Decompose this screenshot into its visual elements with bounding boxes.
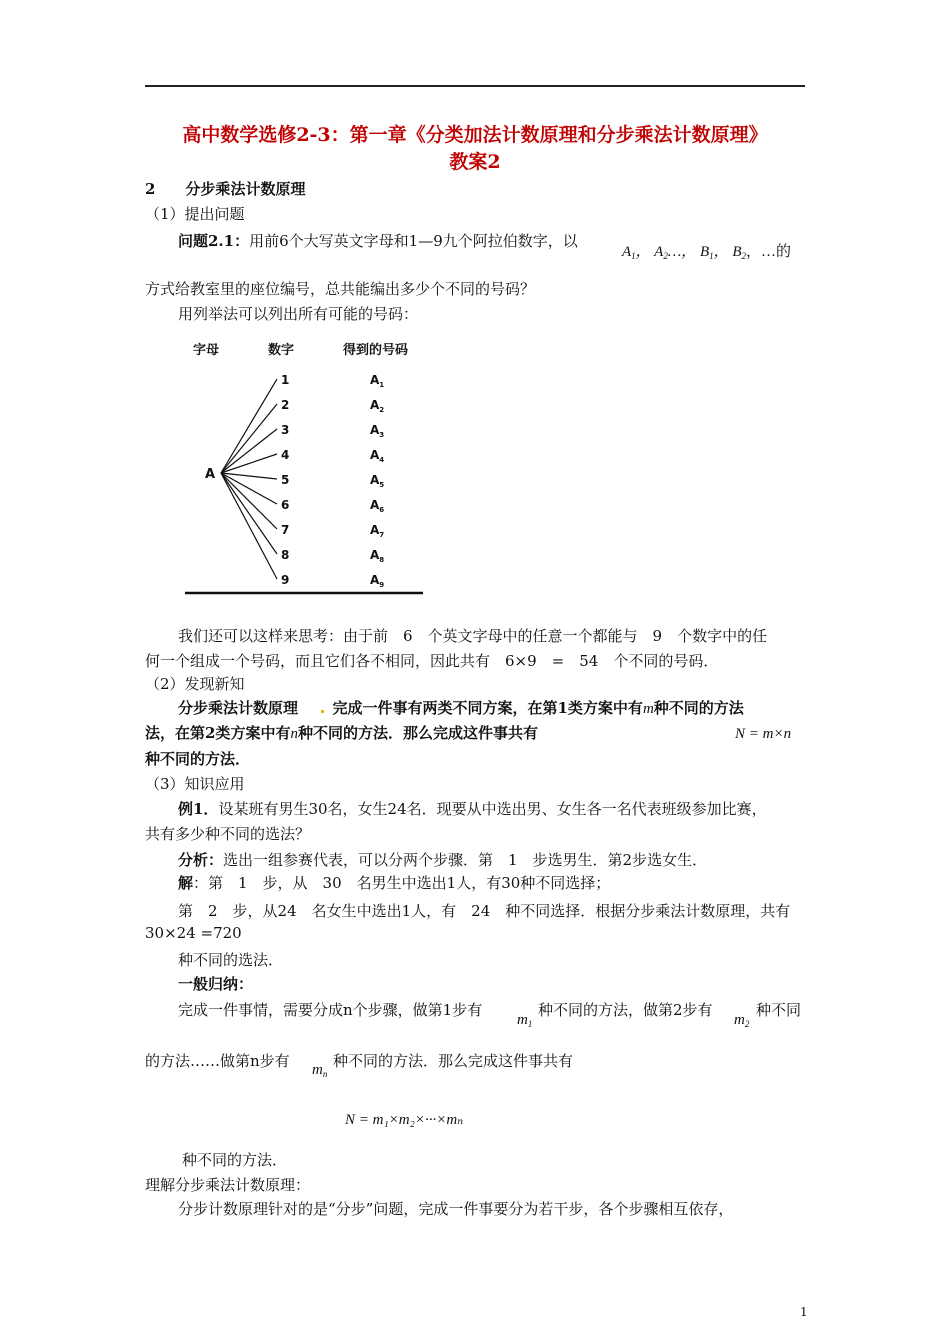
understand-label: 理解分步乘法计数原理： (145, 1176, 311, 1194)
code-label: $A_1$ (370, 373, 385, 389)
example-line-2: 共有多少种不同的选法？ (145, 825, 311, 843)
branch-line (221, 404, 277, 473)
general-label: 一般归纳： (178, 975, 254, 993)
digit-label: 4 (281, 448, 290, 462)
section-heading: 2 分步乘法计数原理 (145, 180, 306, 198)
branch-line (221, 429, 277, 473)
step2-line: 第 2 步，从24 名女生中选出1人，有 24 种不同选择．根据分步乘法计数原理，共有 (178, 902, 791, 920)
code-label: $A_7$ (370, 523, 385, 539)
general-line-1b: 种不同的方法，做第2步有 (538, 1001, 713, 1019)
general-line-1c: 种不同 (756, 1001, 802, 1019)
tree-diagram (185, 335, 430, 605)
digit-label: 6 (281, 498, 290, 512)
code-label: $A_4$ (370, 448, 385, 464)
digit-label: 7 (281, 523, 290, 537)
subsection-2: （2）发现新知 (145, 675, 245, 693)
code-label: $A_6$ (370, 498, 385, 514)
problem-text: 用前6个大写英文字母和1—9九个阿拉伯数字，以 (249, 232, 578, 250)
general-line-2: 的方法……做第n步有 (145, 1052, 290, 1070)
analysis-label: 分析： (178, 851, 224, 869)
step2-end: 种不同的选法． (178, 951, 284, 969)
problem-line (178, 230, 578, 251)
principle-line-1: 分步乘法计数原理 完成一件事有两类不同方案，在第1类方案中有m种不同的方法 (178, 699, 744, 717)
principle-line-3: 种不同的方法． (145, 750, 251, 768)
code-label: $A_2$ (370, 398, 385, 414)
digit-label: 9 (281, 573, 290, 587)
col-code-header: 得到的号码 (343, 343, 409, 358)
problem-variables: $A_1$， $A_2\dots$， $B_1$， $B_2$，…的 (622, 244, 792, 261)
m2-symbol: $m_2$ (734, 1012, 750, 1029)
digit-label: 3 (281, 423, 290, 437)
digit-label: 2 (281, 398, 290, 412)
root-letter: A (205, 467, 216, 482)
subsection-3: （3）知识应用 (145, 775, 245, 793)
principle-label: 分步乘法计数原理 (178, 699, 299, 717)
enumeration-text: 用列举法可以列出所有可能的号码： (178, 305, 419, 323)
header-rule (145, 85, 805, 87)
code-label: $A_5$ (370, 473, 385, 489)
solution-line: 解：第 1 步，从 30 名男生中选出1人，有30种不同选择； (178, 874, 611, 892)
digit-label: 8 (281, 548, 290, 562)
col-digit-header: 数字 (268, 343, 295, 358)
code-label: $A_8$ (370, 548, 385, 564)
principle-formula: N = m×n (735, 726, 792, 742)
step2-result: 30×24 =720 (145, 924, 242, 942)
title-line-1: 高中数学选修2-3：第一章《分类加法计数原理和分步乘法计数原理》 (182, 124, 768, 146)
general-end: 种不同的方法． (182, 1151, 288, 1169)
think-line-1: 我们还可以这样来思考：由于前 6 个英文字母中的任意一个都能与 9 个数字中的任 (178, 627, 768, 645)
analysis-line: 分析：选出一组参赛代表，可以分两个步骤．第 1 步选男生．第2步选女生． (178, 851, 708, 869)
problem-text-2: 方式给教室里的座位编号，总共能编出多少个不同的号码？ (145, 280, 536, 298)
subsection-1: （1）提出问题 (145, 205, 245, 223)
col-letter-header: 字母 (193, 343, 220, 358)
general-line-1: 完成一件事情，需要分成n个步骤，做第1步有 (178, 1001, 483, 1019)
general-line-2b: 种不同的方法．那么完成这件事共有 (333, 1052, 574, 1070)
page-number: 1 (800, 1305, 808, 1319)
example-line-1: 例1．设某班有男生30名，女生24名．现要从中选出男、女生各一名代表班级参加比赛， (178, 800, 767, 818)
code-label: $A_3$ (370, 423, 385, 439)
example-label: 例1． (178, 800, 219, 818)
title-line-2: 教案2 (449, 151, 501, 173)
m1-symbol: $m_1$ (517, 1012, 533, 1029)
principle-line-2: 法，在第2类方案中有n种不同的方法．那么完成这件事共有 (145, 724, 538, 742)
code-label: $A_9$ (370, 573, 385, 589)
digit-label: 5 (281, 473, 290, 487)
think-line-2: 何一个组成一个号码，而且它们各不相同，因此共有 6×9 = 54 个不同的号码． (145, 652, 719, 670)
general-formula: N = m₁×m₂×···×mₙ (345, 1112, 464, 1128)
digit-label: 1 (281, 373, 290, 387)
solution-label: 解 (178, 874, 194, 892)
document-title (145, 122, 805, 176)
branch-line (221, 379, 277, 473)
branch-line (221, 473, 277, 554)
problem-label: 问题2.1： (178, 232, 250, 250)
branch-line (221, 473, 277, 529)
understand-text: 分步计数原理针对的是“分步”问题，完成一件事要分为若干步，各个步骤相互依存， (178, 1200, 734, 1218)
mn-symbol: $m_n$ (312, 1062, 328, 1079)
